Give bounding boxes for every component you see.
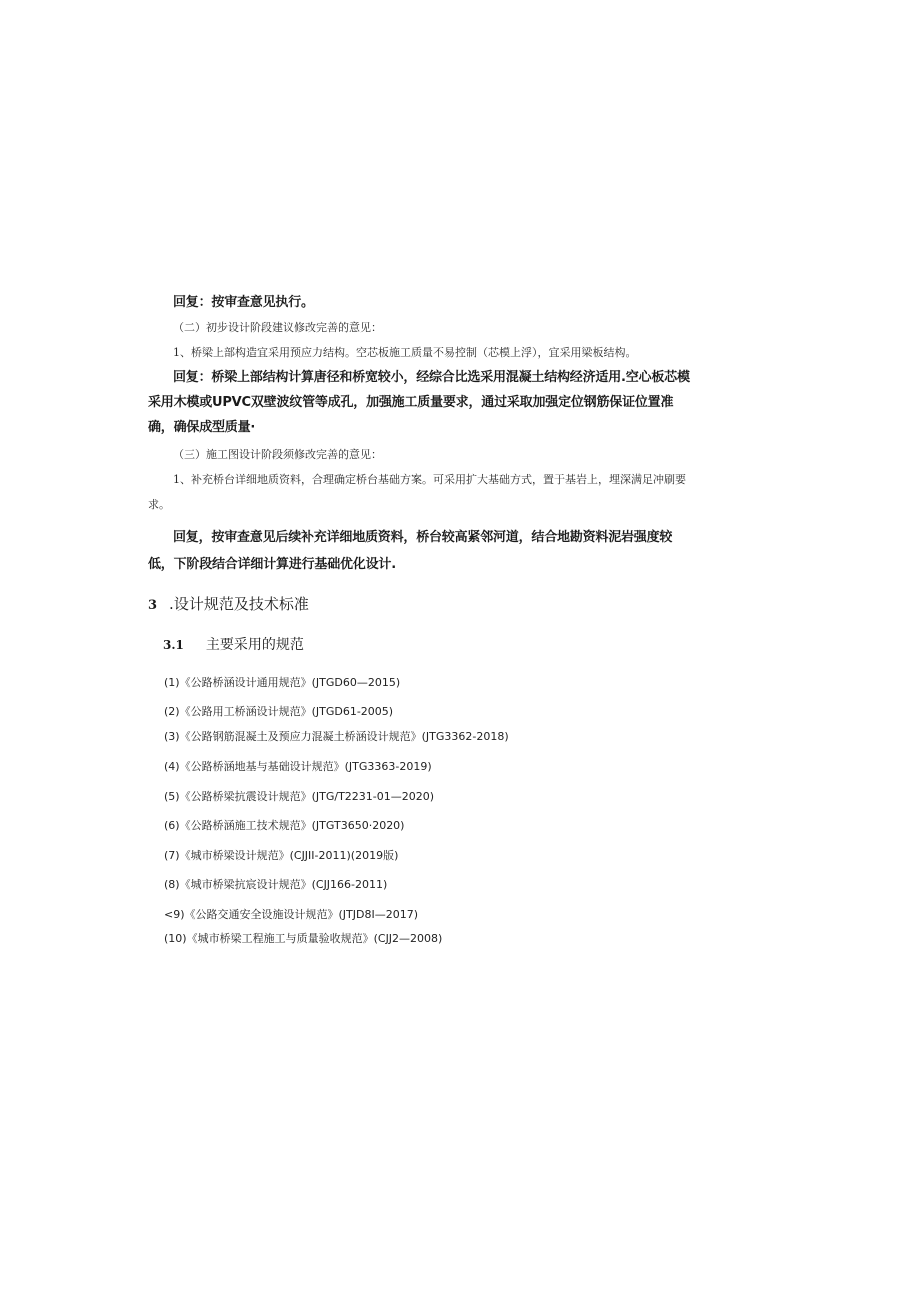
- reference-item: (1)《公路桥涵设计通用规范》(JTGD60—2015): [164, 676, 401, 689]
- reference-item: <9)《公路交通安全设施设计规范》(JTJD8I—2017): [164, 908, 419, 921]
- reference-item: (7)《城市桥梁设计规范》(CJJII-2011)(2019版): [164, 849, 399, 862]
- section-3-1-heading: [163, 634, 304, 654]
- subsection-3-item-1: 1、补充桥台详细地质资料，合理确定桥台基础方案。可采用扩大基础方式，置于基岩上，埋深满足冲刷要求。: [148, 473, 686, 511]
- reply-1: 回复：按审查意见执行。: [173, 295, 314, 310]
- reference-item: (6)《公路桥涵施工技术规范》(JTGT3650·2020): [164, 819, 405, 832]
- subsection-2-item-1: 1、桥梁上部构造宜采用预应力结构。空芯板施工质量不易控制（芯模上浮），宜采用梁板结构。: [173, 346, 637, 359]
- reference-item: (3)《公路钢筋混凝土及预应力混凝土桥涵设计规范》(JTG3362-2018): [164, 730, 509, 743]
- reference-item: (8)《城市桥梁抗宸设计规范》(CJJ166-2011): [164, 878, 388, 891]
- section-3-1-number: 3.1: [163, 638, 184, 652]
- reference-item: (4)《公路桥涵地基与基础设计规范》(JTG3363-2019): [164, 760, 432, 773]
- reference-item: (10)《城市桥梁工程施工与质量验收规范》(CJJ2—2008): [164, 932, 443, 945]
- reference-item: (2)《公路用工桥涵设计规范》(JTGD61-2005): [164, 705, 394, 718]
- subsection-2-heading: （二）初步设计阶段建议修改完善的意见：: [173, 321, 382, 334]
- reply-3: 回复，按审查意见后续补充详细地质资料，桥台较高紧邻河道，结合地勘资料泥岩强度较低，下阶段结合详细计算进行基础优化设计.: [148, 530, 673, 572]
- section-3-heading: [148, 593, 309, 614]
- section-3-number: 3: [148, 598, 158, 613]
- reference-item: (5)《公路桥梁抗震设计规范》(JTG/T2231-01—2020): [164, 790, 435, 803]
- reply-2: 回复：桥梁上部结构计算唐径和桥宽较小，经综合比选采用混凝土结构经济适用.空心板芯模采用木模或UPVC双壁波纹管等成孔，加强施工质量要求，通过采取加强定位钢筋保证位置准确，确保成型质量·: [148, 370, 690, 435]
- section-3-title: .设计规范及技术标准: [169, 595, 309, 613]
- section-3-1-title: 主要采用的规范: [205, 637, 304, 653]
- subsection-3-heading: （三）施工图设计阶段须修改完善的意见：: [173, 448, 382, 461]
